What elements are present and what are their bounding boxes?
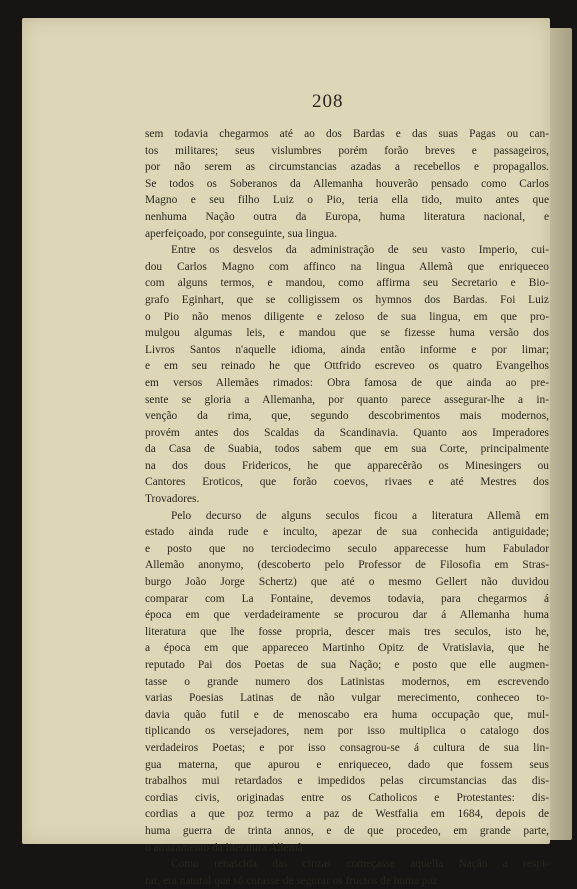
text-line: tiplicando os versejadores, nem por isso multiplica o catalogo dos bbox=[145, 725, 549, 738]
text-line: aperfeiçoado, por conseguinte, sua lingua. bbox=[145, 227, 337, 240]
text-line: Como renascida das cinzas começasse aquella Nação a respi- bbox=[171, 858, 549, 871]
text-line: burgo João Jorge Schertz) que até o mesmo Gellert não duvidou bbox=[145, 576, 549, 589]
paragraph bbox=[145, 856, 549, 889]
paragraph bbox=[145, 242, 549, 508]
text-line: Cantores Eroticos, que forão coevos, rivaes e até Mestres dos bbox=[145, 476, 549, 489]
text-line: reputado Pai dos Poetas de sua Nação; e posto que elle augmen- bbox=[145, 659, 549, 671]
text-line: gua materna, que apurou e enriqueceo, dado que fossem seus bbox=[145, 758, 549, 771]
page-number: 208 bbox=[312, 91, 344, 112]
text-line: Se todos os Soberanos da Allemanha houverão pensado como Carlos bbox=[145, 177, 549, 190]
text-line: tasse o grande numero dos Latinistas modernos, em escrevendo bbox=[145, 675, 549, 688]
text-line: Livros Santos n'aquelle idioma, ainda então informe e por limar; bbox=[145, 343, 549, 356]
adjacent-page-edge bbox=[550, 28, 572, 840]
paragraph bbox=[145, 126, 549, 242]
text-line: huma guerra de trinta annos, e de que procedeo, em grande parte, bbox=[145, 824, 549, 837]
text-line: cordias civis, originadas entre os Catholicos e Protestantes: dis- bbox=[145, 791, 549, 804]
text-line: verdadeiros Poetas; e por isso consagrou-se á cultura de sua lin- bbox=[145, 741, 549, 754]
text-line: Entre os desvelos da administração de seu vasto Imperio, cui- bbox=[171, 244, 549, 257]
text-line: davia quão futil e de menoscabo era huma occupação que, mul- bbox=[145, 708, 549, 721]
text-line: época em que verdadeiramente se procurou dar á Allemanha huma bbox=[145, 609, 549, 622]
text-line: cordias a que poz termo a paz de Westfalia em 1684, depois de bbox=[145, 808, 549, 821]
text-line: Magno e seu filho Luiz o Pio, teria ella tido, muito antes que bbox=[145, 194, 549, 207]
text-line: Pelo decurso de alguns seculos ficou a literatura Allemã em bbox=[171, 509, 549, 522]
text-line: comparar com La Fontaine, devemos todavia, para chegarmos á bbox=[145, 592, 549, 605]
text-line: tos militares; seus vislumbres porém forão breves e passageiros, bbox=[145, 144, 549, 157]
text-line: e posto que no terciodecimo seculo apparecesse hum Fabulador bbox=[145, 542, 549, 555]
text-line: mulgou algumas leis, e mandou que se fizesse huma versão dos bbox=[145, 327, 549, 340]
text-line: na dos dous Fridericos, he que apparecêrão os Minesingers ou bbox=[145, 459, 549, 472]
text-line: nenhuma Nação outra da Europa, huma literatura nacional, e bbox=[145, 210, 549, 223]
text-line: em versos Allemães rimados: Obra famosa de que ainda ao pre- bbox=[145, 376, 549, 389]
text-line: e em seu reinado he que Ottfrido escreveo os quatro Evangelhos bbox=[145, 360, 549, 373]
body-text bbox=[145, 126, 549, 889]
text-line: a época em que appareceo Martinho Opitz de Vratislavia, que he bbox=[145, 642, 549, 655]
text-line: o Pio não menos diligente e zeloso de sua lingua, em que pro- bbox=[145, 310, 549, 323]
text-line: o atrazamento da literatura Allemã. bbox=[145, 841, 306, 854]
paragraph bbox=[145, 508, 549, 856]
text-line: estado ainda rude e inculto, apezar de sua conhecida antiguidade; bbox=[145, 526, 549, 539]
text-line: literatura que lhe fosse propria, descer mais tres seculos, isto he, bbox=[145, 625, 549, 638]
text-line: com alguns termos, e mandou, como affirma seu Secretario e Bio- bbox=[145, 277, 549, 290]
text-line: trabalhos mui retardados e impedidos pelas circumstancias das dis- bbox=[145, 775, 549, 788]
text-line: rar, era natural que só curasse de segurar os fructos de huma paz bbox=[145, 874, 438, 887]
text-line: dou Carlos Magno com affinco na lingua Allemã que enriqueceo bbox=[145, 260, 549, 273]
text-line: da Casa de Suabia, todos sabem que em sua Corte, principalmente bbox=[145, 443, 549, 456]
text-line: varias Poesias Latinas de não vulgar merecimento, conheceo to- bbox=[145, 692, 549, 705]
text-line: sem todavia chegarmos até ao dos Bardas e das suas Pagas ou can- bbox=[145, 128, 549, 140]
text-line: provém antes dos Scaldas da Scandinavia. Quanto aos Imperadores bbox=[145, 426, 549, 439]
text-line: grafo Eginhart, que se colligissem os hymnos dos Bardas. Foi Luiz bbox=[145, 293, 549, 306]
text-line: Allemão anonymo, (descoberto pelo Professor de Filosofia em Stras- bbox=[145, 559, 549, 572]
text-line: sente se gloria a Allemanha, por quanto parece assegurar-lhe a in- bbox=[145, 393, 549, 406]
text-line: por não serem as circumstancias azadas a recebellos e propagallos. bbox=[145, 161, 549, 174]
text-line: Trovadores. bbox=[145, 493, 200, 506]
text-line: venção da rima, que, segundo descobrimentos mais modernos, bbox=[145, 410, 549, 423]
